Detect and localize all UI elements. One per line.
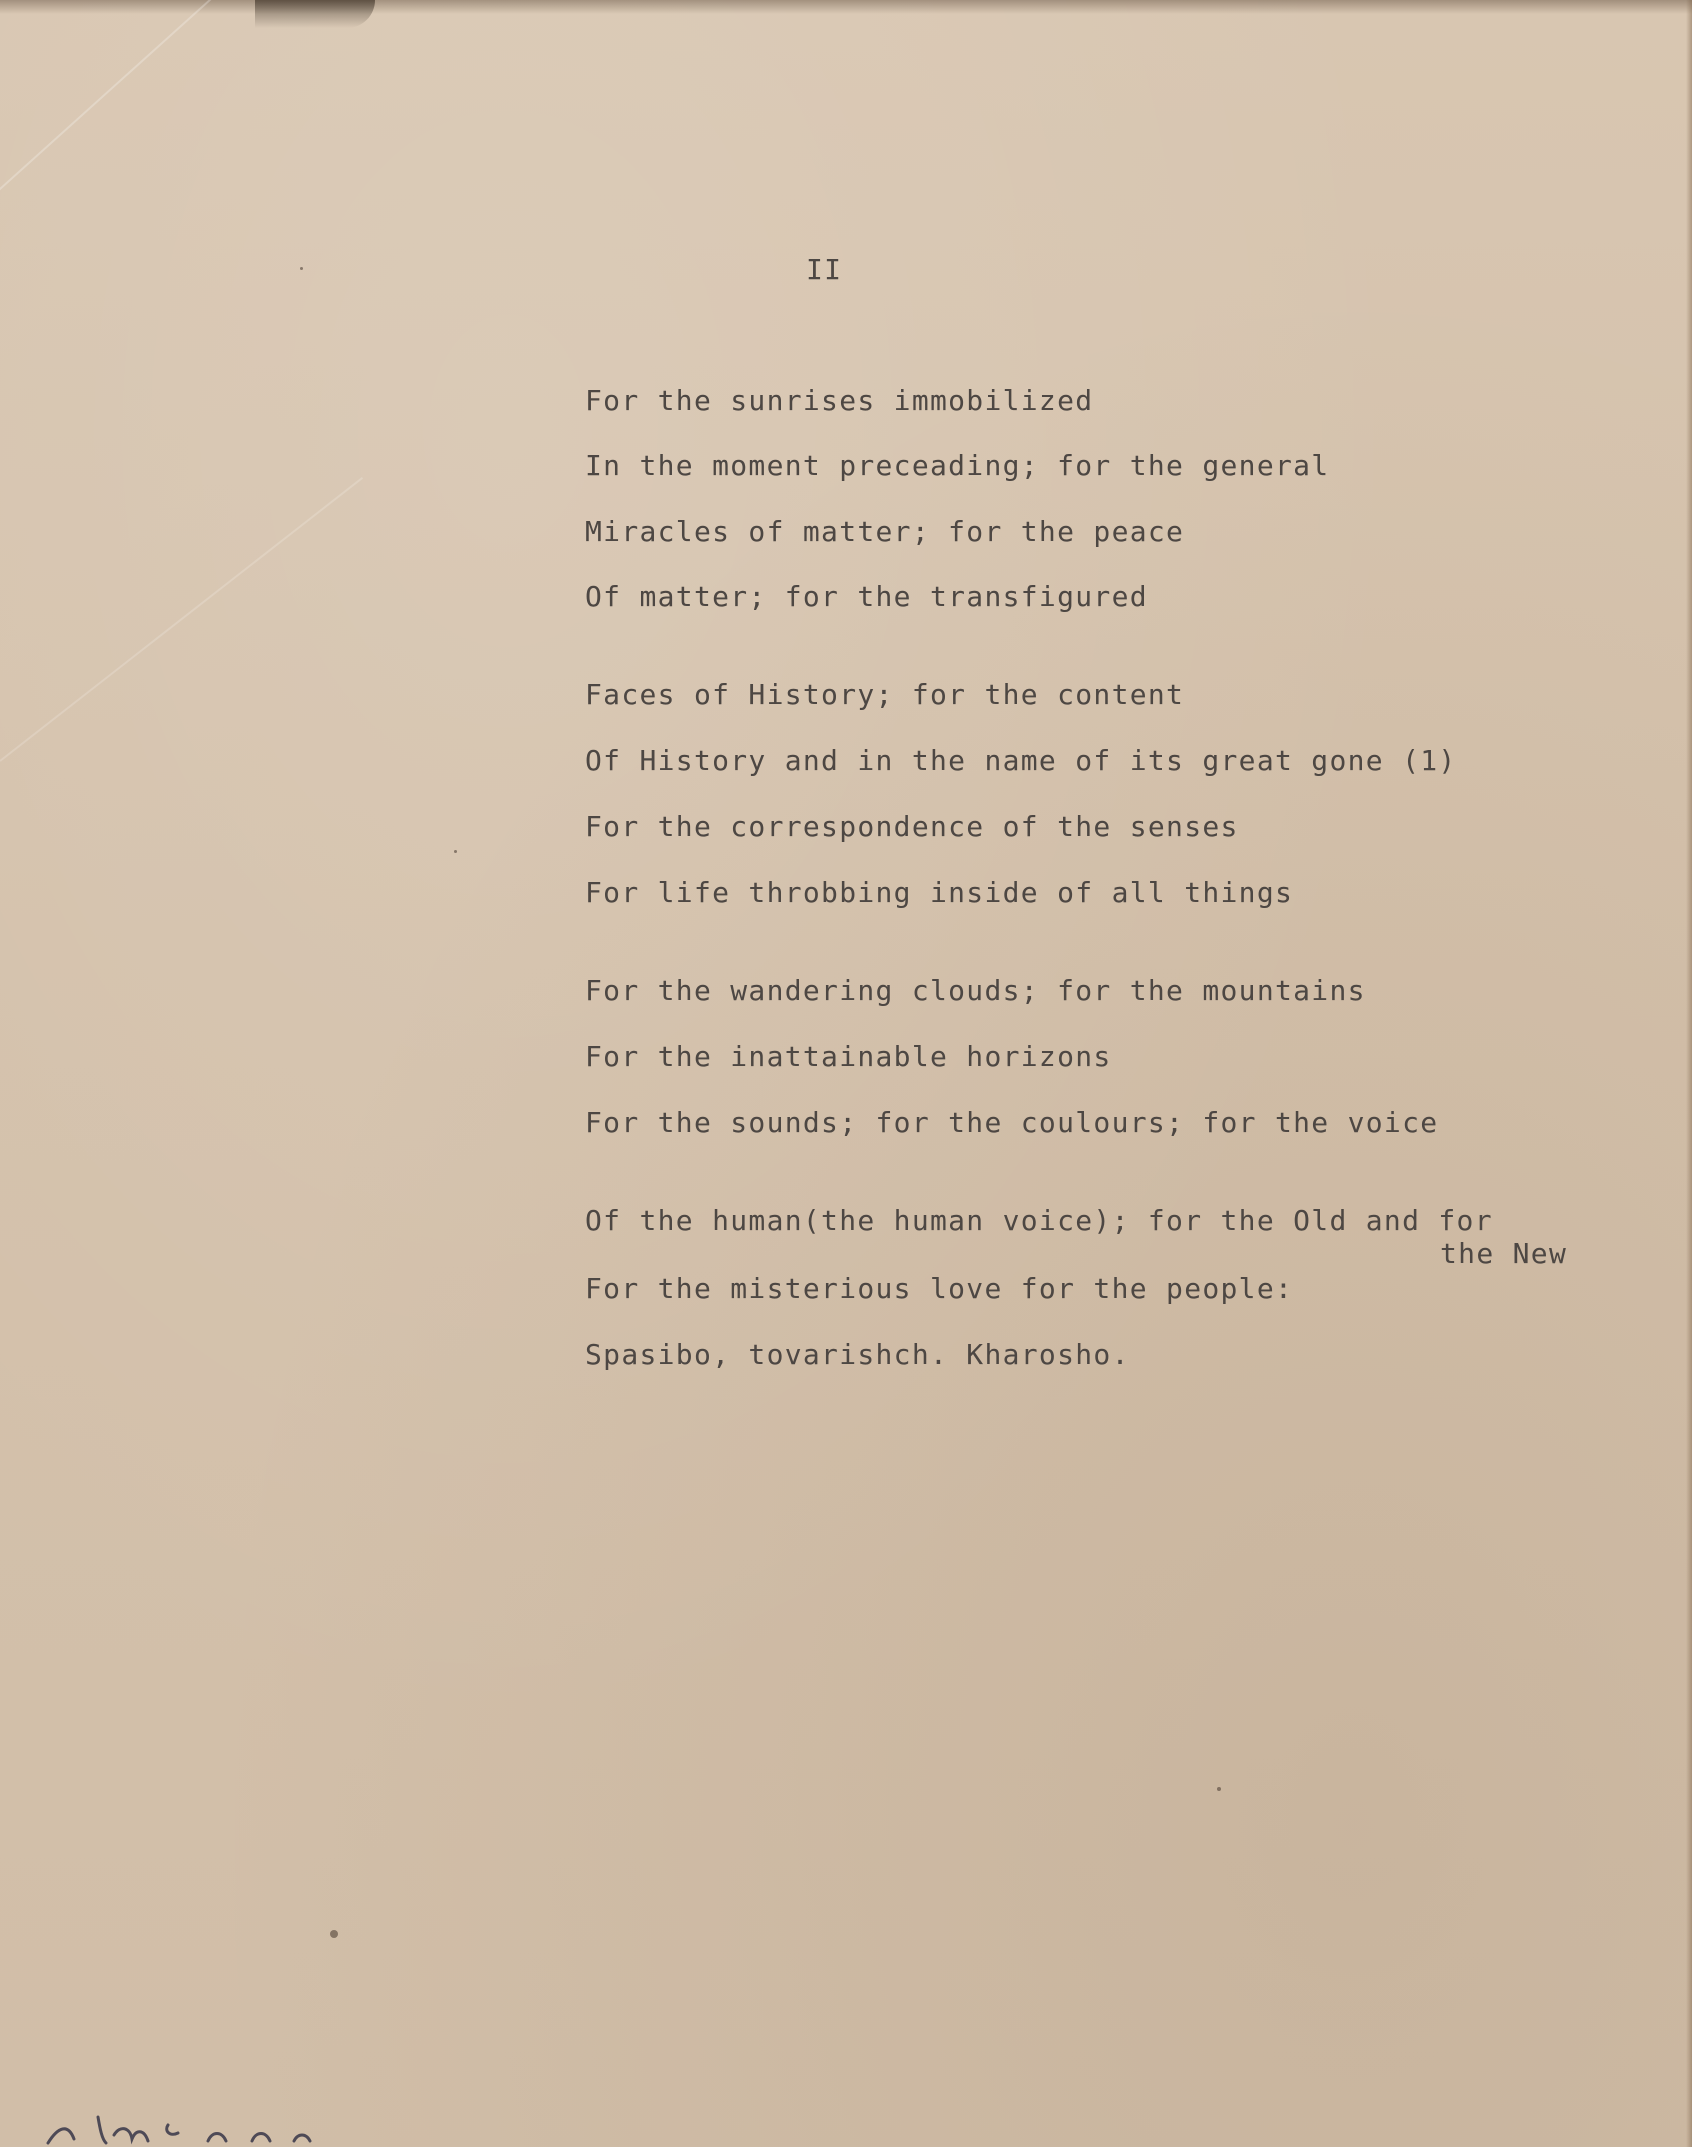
poem-line: For the sunrises immobilized — [585, 384, 1094, 417]
poem-line: Of History and in the name of its great gone (1) — [585, 744, 1457, 777]
page-top-edge-shadow — [0, 0, 1692, 14]
ink-speck — [1217, 1787, 1221, 1791]
poem-line: Of the human(the human voice); for the Old and for — [585, 1204, 1493, 1237]
paper-fold-crease — [0, 0, 441, 262]
poem-line: For the wandering clouds; for the mountains — [585, 974, 1366, 1007]
poem-line: For the correspondence of the senses — [585, 810, 1239, 843]
poem-line-continuation: the New — [1440, 1237, 1568, 1270]
poem-line: For the misterious love for the people: — [585, 1272, 1294, 1305]
ink-speck — [330, 1930, 338, 1938]
ink-speck — [454, 850, 457, 853]
poem-line: For life throbbing inside of all things — [585, 876, 1294, 909]
page-right-edge — [1686, 0, 1692, 2147]
poem-line: Faces of History; for the content — [585, 678, 1185, 711]
poem-line: For the sounds; for the coulours; for the voice — [585, 1106, 1439, 1139]
poem-line: Of matter; for the transfigured — [585, 580, 1148, 613]
poem-line: Miracles of matter; for the peace — [585, 515, 1185, 548]
poem-line: In the moment preceading; for the general — [585, 449, 1330, 482]
poem-line: For the inattainable horizons — [585, 1040, 1112, 1073]
handwritten-marks — [40, 2105, 320, 2147]
page-corner-tear — [255, 0, 375, 28]
paper-fold-crease — [0, 477, 363, 762]
ink-speck — [300, 267, 303, 270]
section-numeral: II — [806, 253, 843, 286]
poem-line: Spasibo, tovarishch. Kharosho. — [585, 1338, 1130, 1371]
